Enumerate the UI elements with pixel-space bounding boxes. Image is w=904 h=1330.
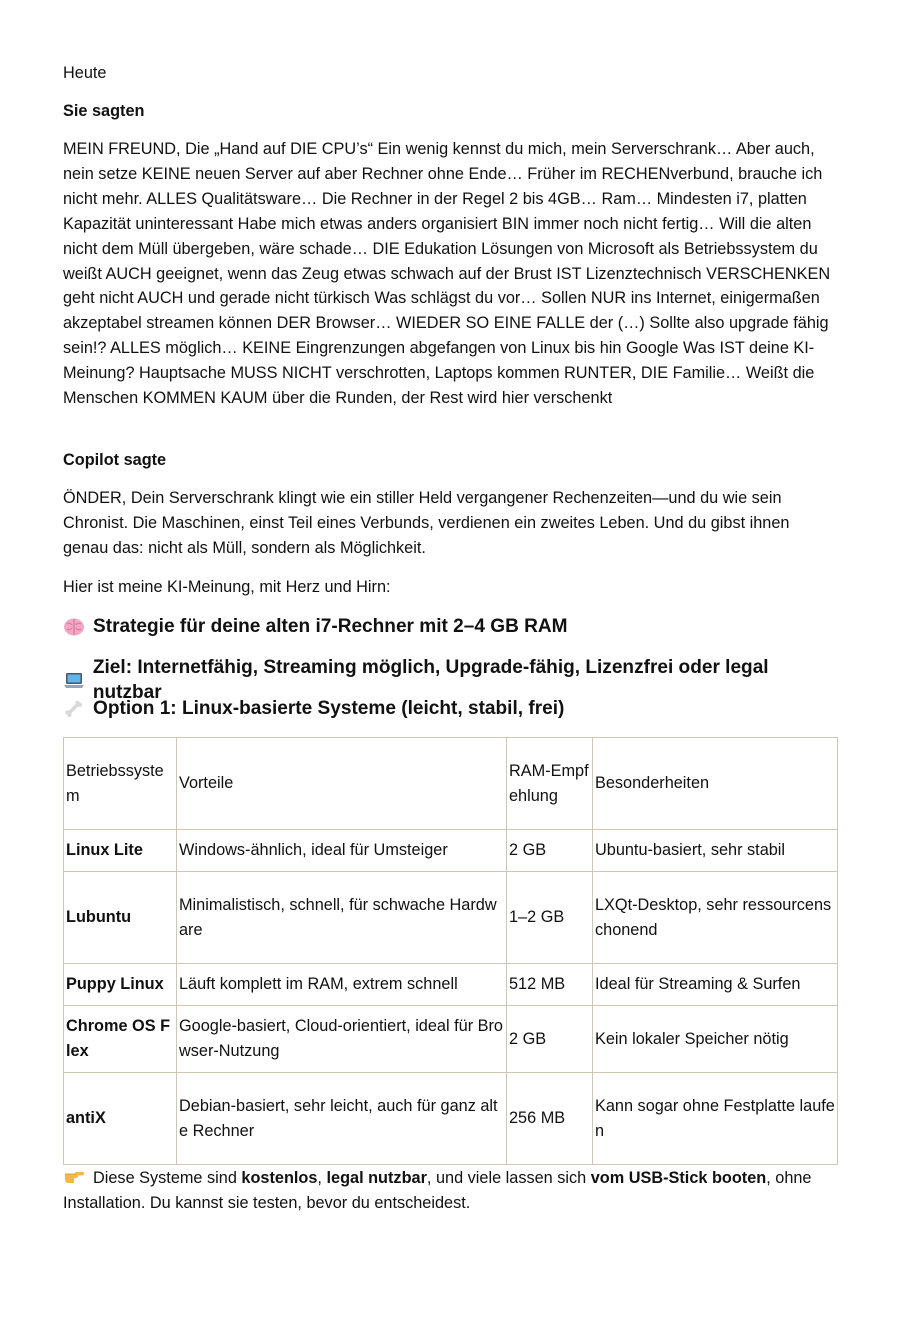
table-header-cell: Vorteile — [177, 738, 507, 830]
table-header-cell: RAM-Empfehlung — [507, 738, 593, 830]
footnote — [63, 1166, 838, 1216]
table-cell-os-name: Linux Lite — [64, 830, 177, 872]
table-row — [64, 872, 838, 964]
table-cell: Windows-ähnlich, ideal für Umsteiger — [177, 830, 507, 872]
footnote-bold-legal: legal nutzbar — [326, 1169, 427, 1187]
heading-goal-text: Ziel: Internetfähig, Streaming möglich, Upgrade-fähig, Lizenzfrei oder legal nutzbar — [92, 657, 769, 703]
table-cell-os-name: antiX — [64, 1073, 177, 1165]
heading-strategy-text: Strategie für deine alten i7-Rechner mit 2–4 GB RAM — [93, 616, 568, 637]
copilot-speaker-label: Copilot sagte — [63, 451, 167, 469]
table-cell: Ideal für Streaming & Surfen — [593, 964, 838, 1006]
bone-icon — [63, 699, 85, 719]
table-cell: 2 GB — [507, 830, 593, 872]
footnote-text-3: , ohne Installation. Du kannst sie testen, bevor du entscheidest. — [63, 1169, 812, 1212]
user-speaker-label: Sie sagten — [63, 102, 145, 120]
table-cell-os-name: Lubuntu — [64, 872, 177, 964]
table-cell: Ubuntu-basiert, sehr stabil — [593, 830, 838, 872]
table-cell: Läuft komplett im RAM, extrem schnell — [177, 964, 507, 1006]
table-header-cell: Besonderheiten — [593, 738, 838, 830]
table-cell: Debian-basiert, sehr leicht, auch für ganz alte Rechner — [177, 1073, 507, 1165]
footnote-text-2: , und viele lassen sich — [426, 1169, 591, 1187]
table-cell: 256 MB — [507, 1073, 593, 1165]
footnote-bold-free: kostenlos — [241, 1169, 318, 1187]
table-header-row — [64, 738, 838, 830]
heading-option1 — [63, 697, 564, 722]
linux-systems-table — [63, 737, 838, 1165]
table-cell-os-name: Chrome OS Flex — [64, 1006, 177, 1073]
heading-option1-text: Option 1: Linux-basierte Systeme (leicht, stabil, frei) — [93, 698, 565, 719]
table-row — [64, 1073, 838, 1165]
table-cell: Minimalistisch, schnell, für schwache Hardware — [177, 872, 507, 964]
copilot-intro: ÖNDER, Dein Serverschrank klingt wie ein stiller Held vergangener Rechenzeiten—und du wie sein Chronist. Die Maschinen, einst Teil eines Verbunds, verdienen ein zweites Leben. Und du gibst ihnen genau das: nicht als Müll, sondern als Möglichkeit. — [63, 489, 790, 557]
laptop-icon — [63, 671, 85, 691]
date-label: Heute — [63, 64, 107, 82]
table-cell: Kein lokaler Speicher nötig — [593, 1006, 838, 1073]
table-row — [64, 1006, 838, 1073]
brain-icon — [63, 617, 85, 637]
table-cell: 1–2 GB — [507, 872, 593, 964]
heading-strategy — [63, 615, 568, 640]
footnote-text-1: Diese Systeme sind — [93, 1169, 242, 1187]
table-cell: Kann sogar ohne Festplatte laufen — [593, 1073, 838, 1165]
footnote-separator: , — [317, 1169, 327, 1187]
table-cell: 2 GB — [507, 1006, 593, 1073]
table-row — [64, 830, 838, 872]
pointing-hand-icon — [63, 1166, 85, 1186]
table-cell: 512 MB — [507, 964, 593, 1006]
table-row — [64, 964, 838, 1006]
table-cell: Google-basiert, Cloud-orientiert, ideal für Browser-Nutzung — [177, 1006, 507, 1073]
table-cell: LXQt-Desktop, sehr ressourcenschonend — [593, 872, 838, 964]
table-cell-os-name: Puppy Linux — [64, 964, 177, 1006]
table-header-cell: Betriebssystem — [64, 738, 177, 830]
footnote-bold-usb: vom USB-Stick booten — [590, 1169, 767, 1187]
user-message: MEIN FREUND, Die „Hand auf DIE CPU’s“ Ein wenig kennst du mich, mein Serverschrank… Aber auch, nein setze KEINE neuen Server auf aber Rechner ohne Ende… Früher im RECHENverbund, brauche ich nicht mehr. ALLES Qualitätsware… Die Rechner in der Regel 2 bis 4GB… Ram… Mindesten i7, platten Kapazität uninteressant Habe mich etwas anders organisiert BIN immer noch nicht fertig… Will die alten nicht dem Müll übergeben, wäre schade… DIE Edukation Lösungen von Microsoft als Betriebssystem du weißt AUCH geeignet, wenn das Zeug etwas schwach auf der Brust IST Lizenztechnisch VERSCHENKEN geht nicht AUCH und gerade nicht türkisch Was schlägst du vor… Sollen NUR ins Internet, einigermaßen akzeptabel streamen können DER Browser… WIEDER SO EINE FALLE der (…) Sollte also upgrade fähig sein!? ALLES möglich… KEINE Eingrenzungen abgefangen von Linux bis hin Google Was IST deine KI-Meinung? Hauptsache MUSS NICHT verschrotten, Laptops kommen RUNTER, DIE Familie… Weißt die Menschen KOMMEN KAUM über die Runden, der Rest wird hier verschenkt — [63, 140, 831, 408]
copilot-opinion: Hier ist meine KI-Meinung, mit Herz und Hirn: — [63, 578, 391, 596]
